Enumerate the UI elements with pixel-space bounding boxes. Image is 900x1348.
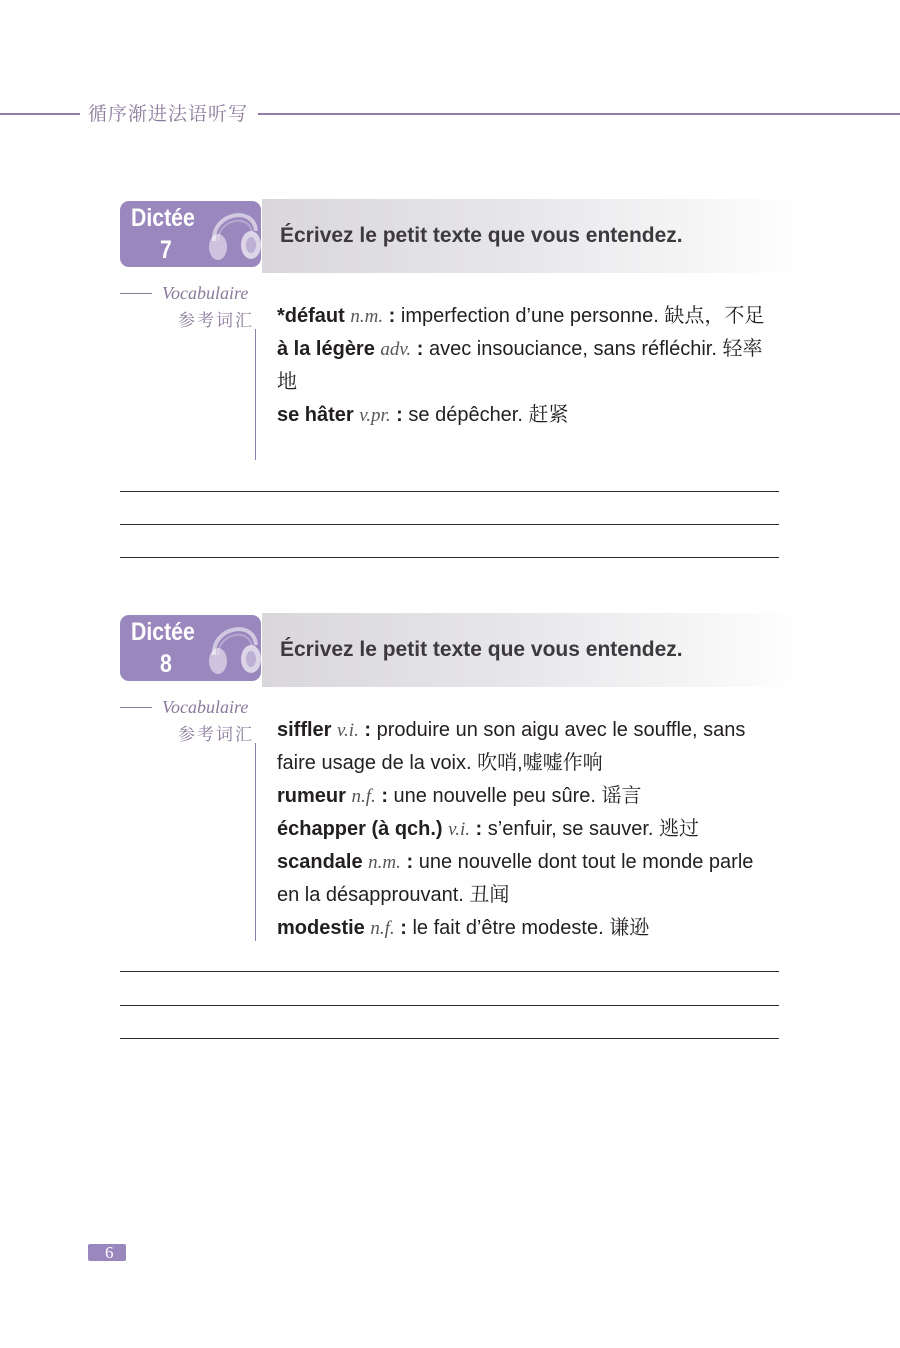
vocabulary-list [277,714,781,945]
page-number: 6 [105,1243,114,1262]
vocab-definition: produire un son aigu avec le souffle, sans faire usage de la voix. 吹哨,嘘嘘作响 [277,719,746,774]
headphones-icon [204,201,261,267]
vocab-dash [120,293,152,294]
colon: : [406,851,414,873]
part-of-speech: v.i. [337,720,359,741]
dictation-section-8 [0,613,900,1053]
vocab-rule [255,329,256,460]
vocab-definition: une nouvelle dont tout le monde parle en la désapprouvant. 丑闻 [277,851,754,906]
part-of-speech: v.i. [448,819,470,840]
vocab-rule [255,743,256,941]
part-of-speech: n.f. [351,786,376,807]
instruction-text: Écrivez le petit texte que vous entendez. [280,638,683,661]
vocab-label-cn: 参考词汇 [178,311,254,331]
dictation-badge [120,615,261,681]
vocab-term: siffler [277,719,332,741]
book-title: 循序渐进法语听写 [88,103,249,125]
colon: : [416,338,424,360]
vocab-entry [277,300,781,333]
answer-line[interactable] [120,491,779,492]
header-rule-left [0,113,80,115]
colon: : [381,785,388,807]
instruction-text: Écrivez le petit texte que vous entendez. [280,224,683,247]
dictation-section-7 [0,199,900,529]
vocab-term: modestie [277,917,365,939]
vocab-label: Vocabulaire [162,283,249,303]
vocab-term: à la légère [277,338,375,360]
part-of-speech: adv. [380,339,412,360]
badge-label: Dictée [131,618,195,646]
header-rule-right [258,113,900,115]
answer-line[interactable] [120,1038,779,1039]
vocab-label-cn: 参考词汇 [178,725,254,745]
answer-line[interactable] [120,1005,779,1006]
headphones-icon [204,615,261,681]
colon: : [396,404,403,426]
vocab-entry [277,399,781,432]
answer-line[interactable] [120,524,779,525]
colon: : [388,305,396,327]
vocab-term: *défaut [277,305,345,327]
answer-line[interactable] [120,557,779,558]
vocab-entry [277,714,781,780]
vocab-term: scandale [277,851,363,873]
part-of-speech: v.pr. [359,405,391,426]
part-of-speech: n.f. [370,918,395,939]
vocab-term: échapper (à qch.) [277,818,443,840]
vocabulary-list [277,300,781,432]
vocab-term: rumeur [277,785,346,807]
vocab-definition: imperfection d’une personne. 缺点，不足 [400,305,765,327]
vocab-definition: le fait d’être modeste. 谦逊 [412,917,650,939]
vocab-entry [277,813,781,846]
vocab-entry [277,333,781,399]
colon: : [400,917,407,939]
part-of-speech: n.m. [368,852,401,873]
vocab-dash [120,707,152,708]
vocab-definition: avec insouciance, sans réfléchir. 轻率地 [277,338,763,393]
badge-number: 8 [160,650,172,678]
vocab-definition: se dépêcher. 赶紧 [408,404,569,426]
vocab-definition: une nouvelle peu sûre. 谣言 [393,785,642,807]
vocab-entry [277,780,781,813]
badge-number: 7 [160,236,172,264]
part-of-speech: n.m. [350,306,384,327]
vocab-entry [277,912,781,945]
answer-line[interactable] [120,971,779,972]
badge-label: Dictée [131,204,195,232]
colon: : [364,719,372,741]
vocab-label: Vocabulaire [162,697,249,717]
dictation-badge [120,201,261,267]
vocab-definition: s’enfuir, se sauver. 逃过 [487,818,699,840]
vocab-term: se hâter [277,404,354,426]
vocab-entry [277,846,781,912]
colon: : [475,818,483,840]
